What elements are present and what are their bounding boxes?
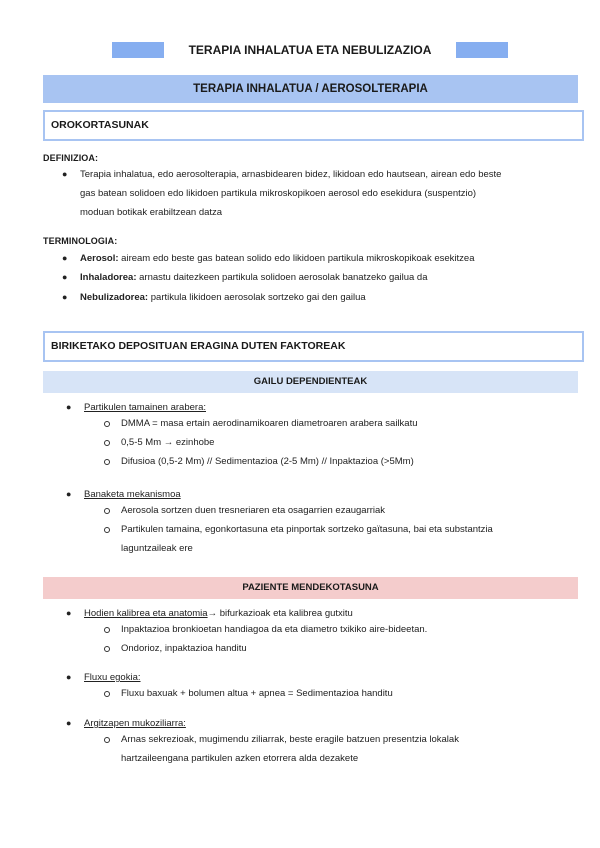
bullet: ● — [66, 672, 72, 682]
term-inhaladorea: Inhaladorea: arnastu daitezkeen partikula solidoen aerosolak banatzeko gailua da — [80, 272, 428, 283]
faktoreak-heading: BIRIKETAKO DEPOSITUAN ERAGINA DUTEN FAKTOREAK — [43, 331, 584, 362]
argitzapen-item-cont: hartzaileengana partikulen azken etorrera alda dezakete — [121, 753, 359, 764]
circle-bullet — [104, 508, 110, 514]
fluxu-item: Fluxu baxuak + bolumen altua + apnea = Sedimentazioa handitu — [121, 688, 393, 699]
circle-bullet — [104, 627, 110, 633]
paziente-mendekotasuna-header: PAZIENTE MENDEKOTASUNA — [43, 577, 578, 599]
tamaina-label: Partikulen tamainen arabera: — [84, 402, 206, 413]
tamaina-item: Difusioa (0,5-2 Mm) // Sedimentazioa (2-5 Mm) // Inpaktazioa (>5Mm) — [121, 456, 414, 467]
circle-bullet — [104, 459, 110, 465]
argitzapen-item: Arnas sekrezioak, mugimendu ziliarrak, beste eragile batzuen presentzia lokalak — [121, 734, 459, 745]
bullet: ● — [66, 489, 72, 499]
banaketa-item: Partikulen tamaina, egonkortasuna eta pinportak sortzeko gaïtasuna, bai eta substantzia — [121, 524, 493, 535]
bullet: ● — [66, 718, 72, 728]
hodien-label: Hodien kalibrea eta anatomia→ bifurkazioak eta kalibrea gutxitu — [84, 608, 353, 619]
section-header: TERAPIA INHALATUA / AEROSOLTERAPIA — [43, 75, 578, 103]
title-bar-left — [112, 42, 164, 58]
circle-bullet — [104, 646, 110, 652]
orokortasunak-heading: OROKORTASUNAK — [43, 110, 584, 141]
fluxu-label: Fluxu egokia: — [84, 672, 141, 683]
banaketa-item: Aerosola sortzen duen tresneriaren eta osagarrien ezaugarriak — [121, 505, 386, 516]
terminologia-label: TERMINOLOGIA: — [43, 236, 118, 246]
term-aerosol: Aerosol: aiream edo beste gas batean solido edo likidoen partikula mikroskopikoak esekitzea — [80, 253, 475, 264]
hodien-item: Ondorioz, inpaktazioa handitu — [121, 643, 247, 654]
gailu-dependienteak-header: GAILU DEPENDIENTEAK — [43, 371, 578, 393]
definizioa-line-2: gas batean solidoen edo likidoen partikula mikroskopikoen aerosol edo esekidura (suspentzio) — [80, 188, 477, 199]
term-nebulizadorea: Nebulizadorea: partikula likidoen aerosolak sortzeko gai den gailua — [80, 292, 366, 303]
bullet: ● — [66, 608, 72, 618]
definizioa-line-3: moduan botikak erabiltzean datza — [80, 207, 223, 218]
circle-bullet — [104, 737, 110, 743]
circle-bullet — [104, 440, 110, 446]
tamaina-item: DMMA = masa ertain aerodinamikoaren diametroaren arabera sailkatu — [121, 418, 418, 429]
tamaina-item: 0,5-5 Mm → ezinhobe — [121, 437, 215, 448]
bullet: ● — [62, 272, 68, 282]
document-title — [112, 42, 508, 58]
bullet: ● — [66, 402, 72, 412]
bullet: ● — [62, 169, 68, 179]
title-text: TERAPIA INHALATUA ETA NEBULIZAZIOA — [164, 41, 456, 59]
circle-bullet — [104, 527, 110, 533]
circle-bullet — [104, 421, 110, 427]
banaketa-item-cont: laguntzaileak ere — [121, 543, 193, 554]
banaketa-label: Banaketa mekanismoa — [84, 489, 181, 500]
circle-bullet — [104, 691, 110, 697]
definizioa-line-1: Terapia inhalatua, edo aerosolterapia, arnasbidearen bidez, likidoan edo hautsean, airean edo beste — [80, 169, 502, 180]
definizioa-label: DEFINIZIOA: — [43, 153, 99, 163]
bullet: ● — [62, 253, 68, 263]
title-bar-right — [456, 42, 508, 58]
bullet: ● — [62, 292, 68, 302]
argitzapen-label: Argitzapen mukoziliarra: — [84, 718, 186, 729]
hodien-item: Inpaktazioa bronkioetan handiagoa da eta diametro txikiko aire-bideetan. — [121, 624, 428, 635]
